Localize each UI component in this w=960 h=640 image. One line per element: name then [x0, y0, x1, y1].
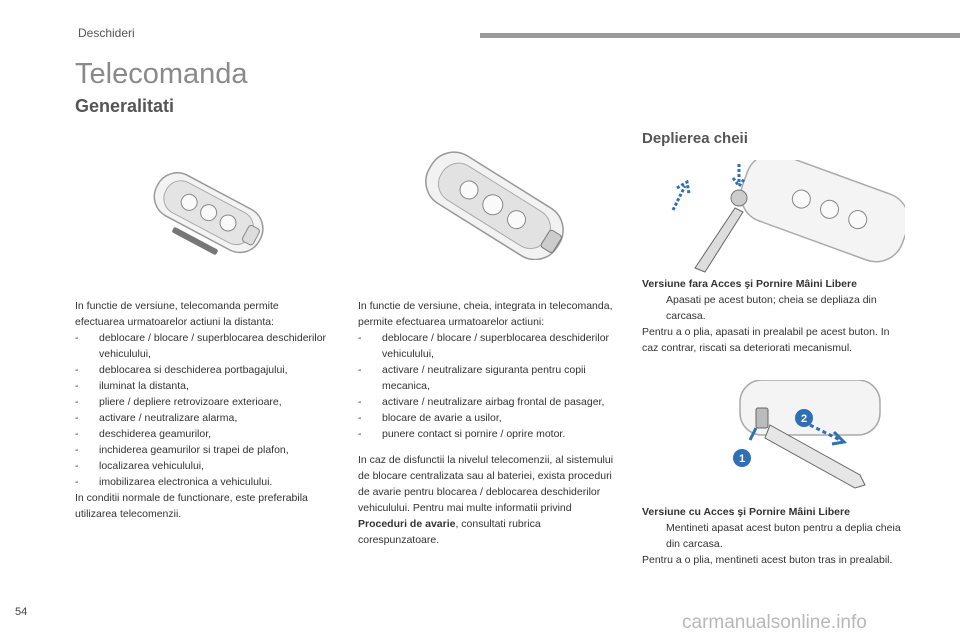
list-item: - activare / neutralizare siguranta pentru copii mecanica,: [358, 364, 586, 392]
list-item: - pliere / depliere retrovizoare exterioare,: [75, 396, 282, 408]
list-item: - deblocarea si deschiderea portbagajului,: [75, 364, 288, 376]
key-unfold-illustration: [655, 160, 905, 275]
figure-label-1: 1: [738, 453, 746, 465]
col1-intro: In functie de versiune, telecomanda permite efectuarea urmatoarelor actiuni la distanta:: [75, 300, 279, 328]
list-item: - deblocare / blocare / superblocarea deschiderilor vehiculului,: [75, 332, 327, 360]
list-item: - iluminat la distanta,: [75, 380, 189, 392]
page-number: 54: [15, 606, 28, 618]
list-item: - deblocare / blocare / superblocarea deschiderilor vehiculului,: [358, 332, 610, 360]
key-unfold-heading: Deplierea cheii: [642, 130, 748, 147]
column-version-without-hands-free: [642, 276, 904, 356]
version2-instruction: Mentineti apasat acest buton pentru a deplia cheia din carcasa.: [666, 522, 901, 550]
list-item: - punere contact si pornire / oprire motor.: [358, 428, 566, 440]
section-subtitle: Generalitati: [75, 96, 175, 116]
col1-list: [75, 330, 330, 490]
key-fold-illustration: [720, 380, 890, 500]
remote-fob-illustration: [140, 160, 280, 260]
list-item: - localizarea vehiculului,: [75, 460, 205, 472]
version2-heading: Versiune cu Acces şi Pornire Mâini Libere: [642, 506, 850, 518]
list-item: - imobilizarea electronica a vehiculului.: [75, 476, 273, 488]
version1-heading: Versiune fara Acces şi Pornire Mâini Libere: [642, 278, 857, 290]
column-remote-functions: [75, 298, 330, 522]
list-item: - deschiderea geamurilor,: [75, 428, 212, 440]
version2-note: Pentru a o plia, mentineti acest buton tras in prealabil.: [642, 554, 893, 566]
list-item: - activare / neutralizare alarma,: [75, 412, 238, 424]
figure-label-2: 2: [800, 413, 808, 425]
col2-list: [358, 330, 620, 442]
section-label: Deschideri: [78, 26, 135, 40]
col2-intro: In functie de versiune, cheia, integrata in telecomanda, permite efectuarea urmatoarelor actiuni:: [358, 300, 613, 328]
column-key-functions: [358, 298, 620, 548]
list-item: - inchiderea geamurilor si trapei de plafon,: [75, 444, 289, 456]
header-rule: [480, 33, 960, 38]
version1-note: Pentru a o plia, apasati in prealabil pe acest buton. In caz contrar, riscati sa deteriorati mecanismul.: [642, 326, 890, 354]
col2-emergency-paragraph: In caz de disfunctii la nivelul telecomenzii, al sistemului de blocare centralizata sau al bateriei, exista proceduri de avarie pentru blocarea / deblocarea deschiderilor vehiculului. Pentru mai multe informatii privind Proceduri de avarie, consultati rubrica corespunzatoare.: [358, 454, 614, 546]
list-item: - activare / neutralizare airbag frontal de pasager,: [358, 396, 605, 408]
version1-instruction: Apasati pe acest buton; cheia se depliaza din carcasa.: [666, 294, 877, 322]
list-item: - blocare de avarie a usilor,: [358, 412, 502, 424]
watermark: carmanualsonline.info: [682, 612, 867, 633]
column-version-with-hands-free: [642, 504, 904, 568]
page-title: Telecomanda: [75, 58, 248, 90]
emergency-procedures-ref: Proceduri de avarie: [358, 518, 456, 530]
col1-outro: In conditii normale de functionare, este preferabila utilizarea telecomenzii.: [75, 492, 308, 520]
key-remote-illustration: [405, 150, 585, 260]
